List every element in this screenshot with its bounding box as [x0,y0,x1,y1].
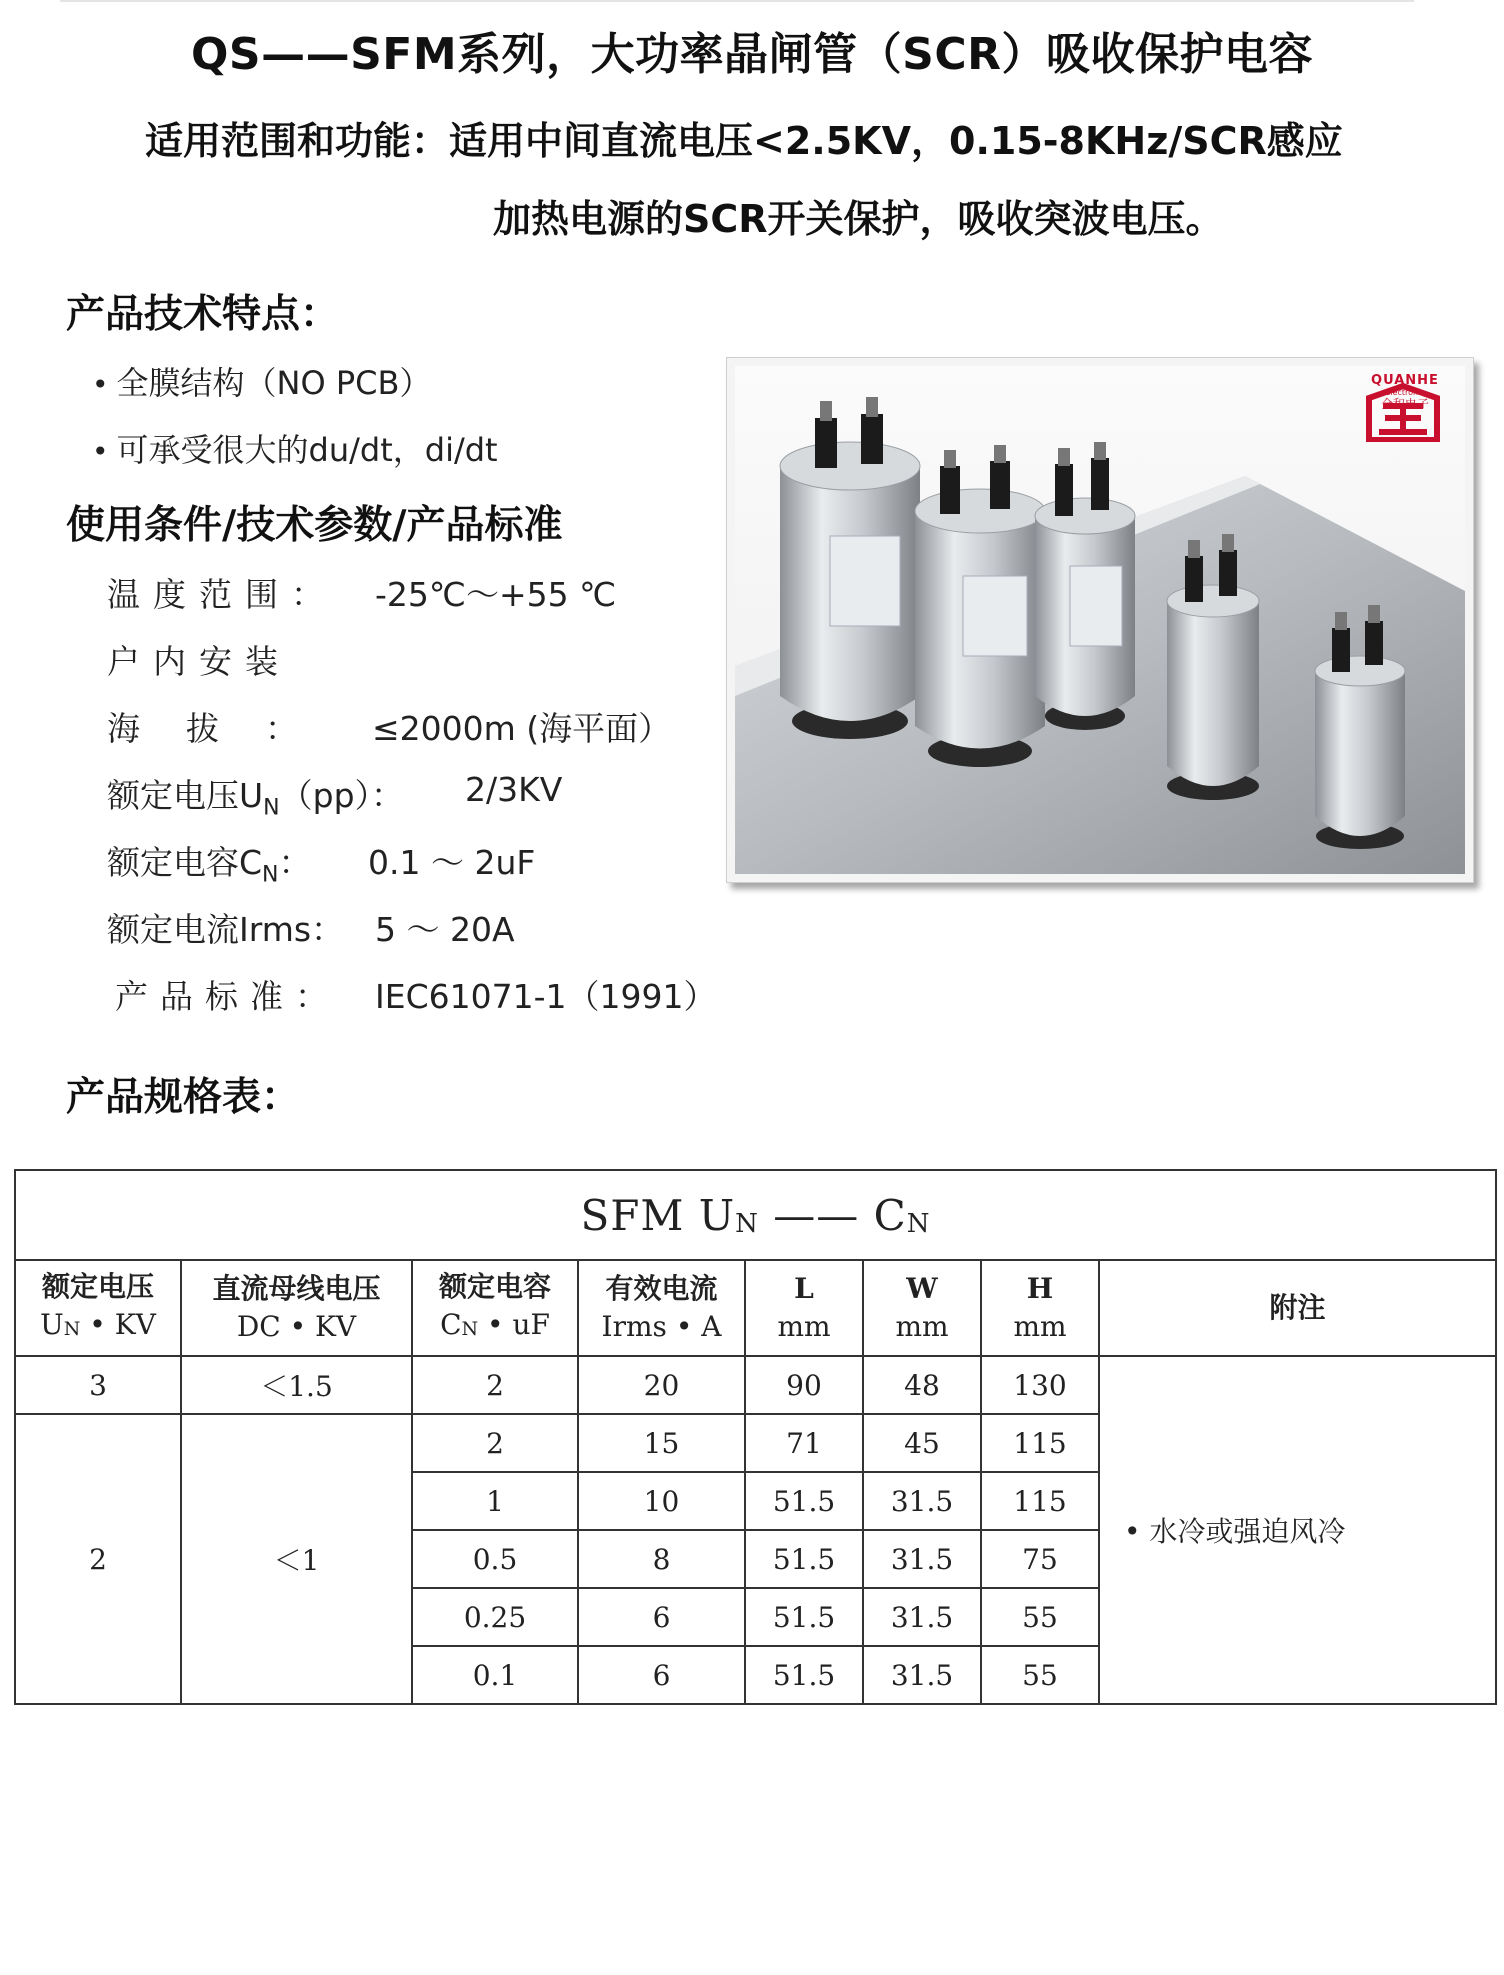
feature-item [92,425,498,471]
cell-h: 55 [981,1646,1099,1704]
page-title: QS——SFM系列，大功率晶闸管（SCR）吸收保护电容 [191,29,1313,80]
feature-item [92,358,431,404]
top-divider [60,0,1414,2]
cell-capacitance: 0.5 [412,1530,578,1588]
brand-logo-text: QUANHE [1371,373,1439,388]
brand-logo [1355,374,1455,411]
cell-l: 51.5 [745,1472,863,1530]
cell-dc: ＜1 [181,1414,412,1704]
header-notes: 附注 [1099,1260,1496,1356]
cell-h: 75 [981,1530,1099,1588]
spec-installation [0,636,720,682]
cell-w: 48 [863,1356,981,1414]
header-dc-bus-voltage: 直流母线电压 DC • KV [181,1260,412,1356]
spec-temperature [0,569,720,615]
cell-h: 55 [981,1588,1099,1646]
spec-table [14,1169,1497,1705]
spec-label: 海拔： [107,709,344,748]
cell-dc: ＜1.5 [181,1356,412,1414]
product-photo [726,357,1474,883]
cell-l: 51.5 [745,1588,863,1646]
spec-label: 额定电容$C_N$： [107,843,312,888]
spec-label: 额定电压$U_N(pp)$： [107,776,405,821]
header-width: W mm [863,1260,981,1356]
cell-l: 90 [745,1356,863,1414]
feature-item-text: 全膜结构（NO PCB） [116,364,432,402]
cell-l: 51.5 [745,1646,863,1704]
capacitors-illustration [735,366,1465,874]
spec-value: 5 ～ 20A [375,910,515,949]
features-heading: 产品技术特点： [66,292,340,337]
cell-irms: 20 [578,1356,745,1414]
cell-capacitance: 1 [412,1472,578,1530]
brand-logo-sub: Electronic [1385,388,1425,397]
header-length: L mm [745,1260,863,1356]
cell-irms: 6 [578,1646,745,1704]
header-height: H mm [981,1260,1099,1356]
spec-label: 温度范围： [107,575,337,614]
cell-capacitance: 2 [412,1356,578,1414]
bullet-dot-icon: • [92,435,109,468]
spec-value: IEC61071-1（1991） [375,977,717,1016]
cell-l: 71 [745,1414,863,1472]
cell-capacitance: 2 [412,1414,578,1472]
cell-w: 31.5 [863,1588,981,1646]
cell-w: 45 [863,1414,981,1472]
table-caption: SFM $U_N$ —— $C_N$ [15,1170,1496,1260]
spec-value: 0.1 ～ 2uF [368,843,536,882]
table-row [15,1356,1496,1414]
spec-value: 2/3KV [465,770,563,809]
cell-capacitance: 0.25 [412,1588,578,1646]
conditions-heading: 使用条件/技术参数/产品标准 [66,503,563,548]
cell-note: • 水冷或强迫风冷 [1099,1356,1496,1704]
cell-capacitance: 0.1 [412,1646,578,1704]
cell-l: 51.5 [745,1530,863,1588]
cell-irms: 8 [578,1530,745,1588]
cell-h: 130 [981,1356,1099,1414]
feature-item-text: 可承受很大的du/dt，di/dt [116,431,498,469]
spec-voltage [0,770,720,821]
cell-irms: 10 [578,1472,745,1530]
spec-altitude [0,703,720,749]
spec-label: 产品标准： [115,977,340,1016]
spec-value: -25℃～+55 ℃ [375,575,617,614]
spec-table-heading: 产品规格表： [66,1075,301,1120]
cell-h: 115 [981,1414,1099,1472]
brand-logo-cn: 全和电子 [1380,397,1429,411]
cell-w: 31.5 [863,1646,981,1704]
bullet-dot-icon: • [92,368,109,401]
header-rated-voltage: 额定电压 $U_N$ • KV [15,1260,181,1356]
spec-label: 额定电流Irms： [107,910,345,949]
cell-w: 31.5 [863,1472,981,1530]
scope-line-1: 适用范围和功能：适用中间直流电压<2.5KV，0.15-8KHz/SCR感应 [145,119,1343,163]
spec-value: ≤2000m (海平面） [372,709,672,748]
spec-standard [0,971,720,1017]
cell-h: 115 [981,1472,1099,1530]
spec-capacitance [0,837,720,888]
cell-w: 31.5 [863,1530,981,1588]
cell-irms: 6 [578,1588,745,1646]
brand-logo-icon [1363,382,1443,442]
spec-label: 户内安装 [107,642,291,681]
cell-voltage: 3 [15,1356,181,1414]
spec-current [0,904,720,950]
header-rms-current: 有效电流 Irms • A [578,1260,745,1356]
header-rated-capacitance: 额定电容 $C_N$ • uF [412,1260,578,1356]
cell-voltage: 2 [15,1414,181,1704]
scope-line-2: 加热电源的SCR开关保护，吸收突波电压。 [493,197,1224,241]
cell-irms: 15 [578,1414,745,1472]
